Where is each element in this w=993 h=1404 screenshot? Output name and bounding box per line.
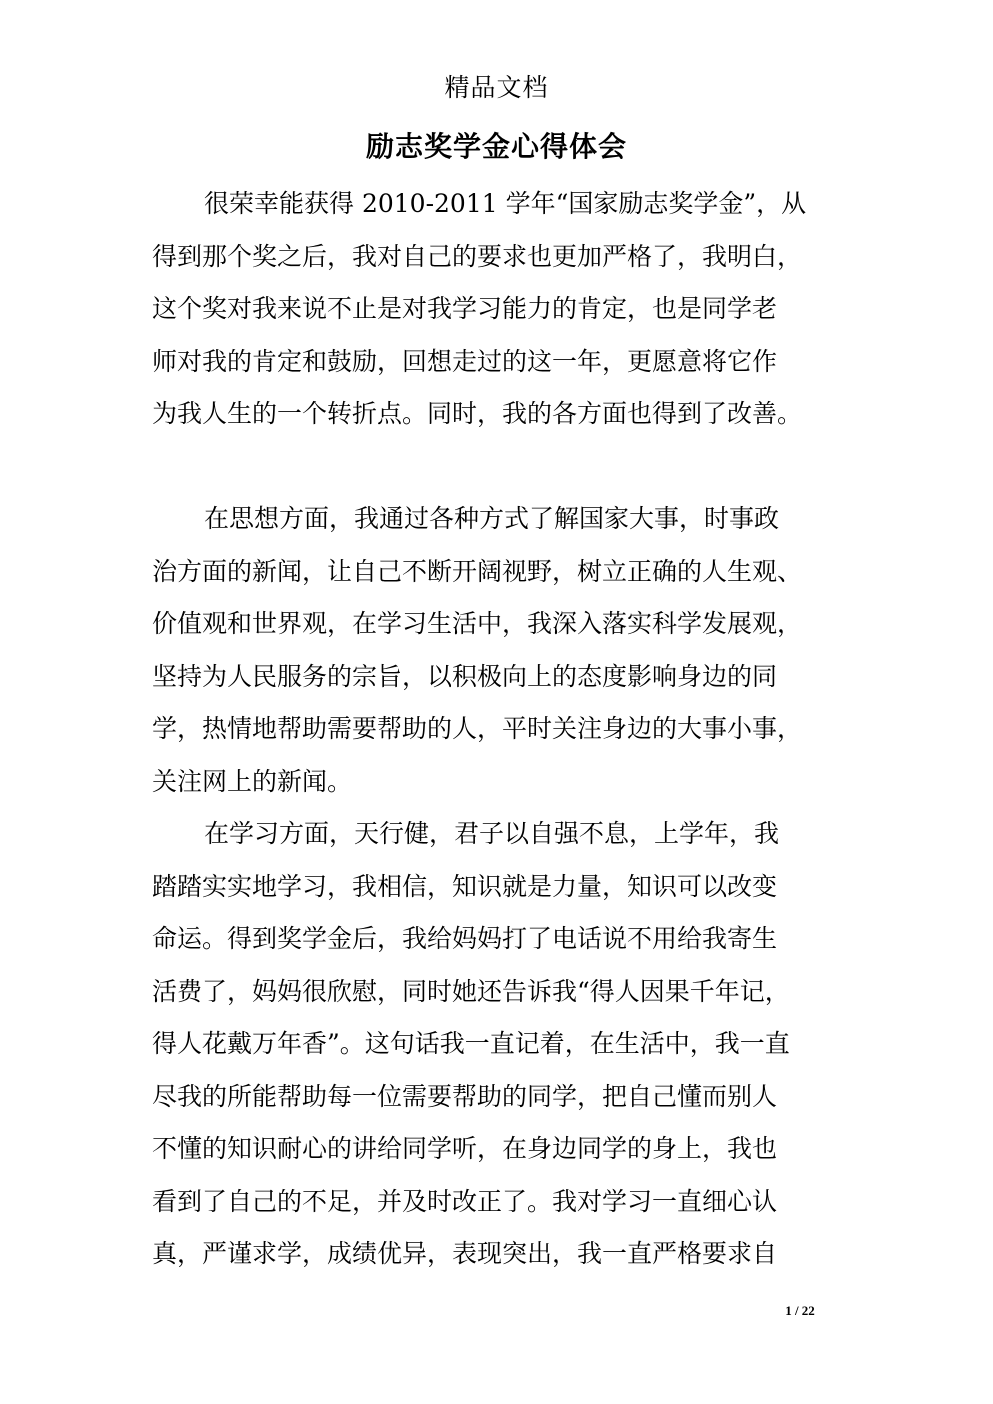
paragraph-line: 坚持为人民服务的宗旨，以积极向上的态度影响身边的同 [152,661,778,691]
paragraph-1 [152,178,834,441]
paragraph-line: 看到了自己的不足，并及时改正了。我对学习一直细心认 [152,1186,778,1216]
document-title: 励志奖学金心得体会 [365,130,627,163]
paragraph-line: 在思想方面，我通过各种方式了解国家大事，时事政 [204,504,780,533]
paragraph-line: 学，热情地帮助需要帮助的人，平时关注身边的大事小事， [152,714,803,743]
blank-line [152,441,834,494]
paragraph-line: 关注网上的新闻。 [152,766,353,796]
paragraph-line: 不懂的知识耐心的讲给同学听，在身边同学的身上，我也 [152,1134,778,1163]
paragraph-line: 命运。得到奖学金后，我给妈妈打了电话说不用给我寄生 [152,924,778,953]
paragraph-line: 价值观和世界观，在学习生活中，我深入落实科学发展观， [152,609,803,638]
paragraph-3 [152,808,834,1281]
paragraph-line: 踏踏实实地学习，我相信，知识就是力量，知识可以改变 [152,871,778,901]
paragraph-line: 很荣幸能获得 2010-2011 学年“国家励志奖学金”，从 [204,189,807,218]
paragraph-line: 尽我的所能帮助每一位需要帮助的同学，把自己懂而别人 [152,1081,778,1111]
paragraph-line: 真，严谨求学，成绩优异，表现突出，我一直严格要求自 [152,1239,778,1268]
page-header: 精品文档 [444,73,549,102]
paragraph-line: 这个奖对我来说不止是对我学习能力的肯定，也是同学老 [152,294,778,323]
paragraph-2 [152,493,834,808]
paragraph-line: 为我人生的一个转折点。同时，我的各方面也得到了改善。 [152,399,803,428]
paragraph-line: 得到那个奖之后，我对自己的要求也更加严格了，我明白， [152,241,803,271]
page-number: 1 / 22 [785,1303,815,1318]
paragraph-line: 治方面的新闻，让自己不断开阔视野，树立正确的人生观、 [152,556,803,586]
paragraph-line: 师对我的肯定和鼓励，回想走过的这一年，更愿意将它作 [152,346,778,376]
paragraph-line: 活费了，妈妈很欣慰，同时她还告诉我“得人因果千年记， [152,976,790,1006]
paragraph-line: 得人花戴万年香”。这句话我一直记着，在生活中，我一直 [152,1029,790,1058]
paragraph-line: 在学习方面，天行健，君子以自强不息，上学年，我 [204,819,780,848]
document-body [152,178,834,1281]
